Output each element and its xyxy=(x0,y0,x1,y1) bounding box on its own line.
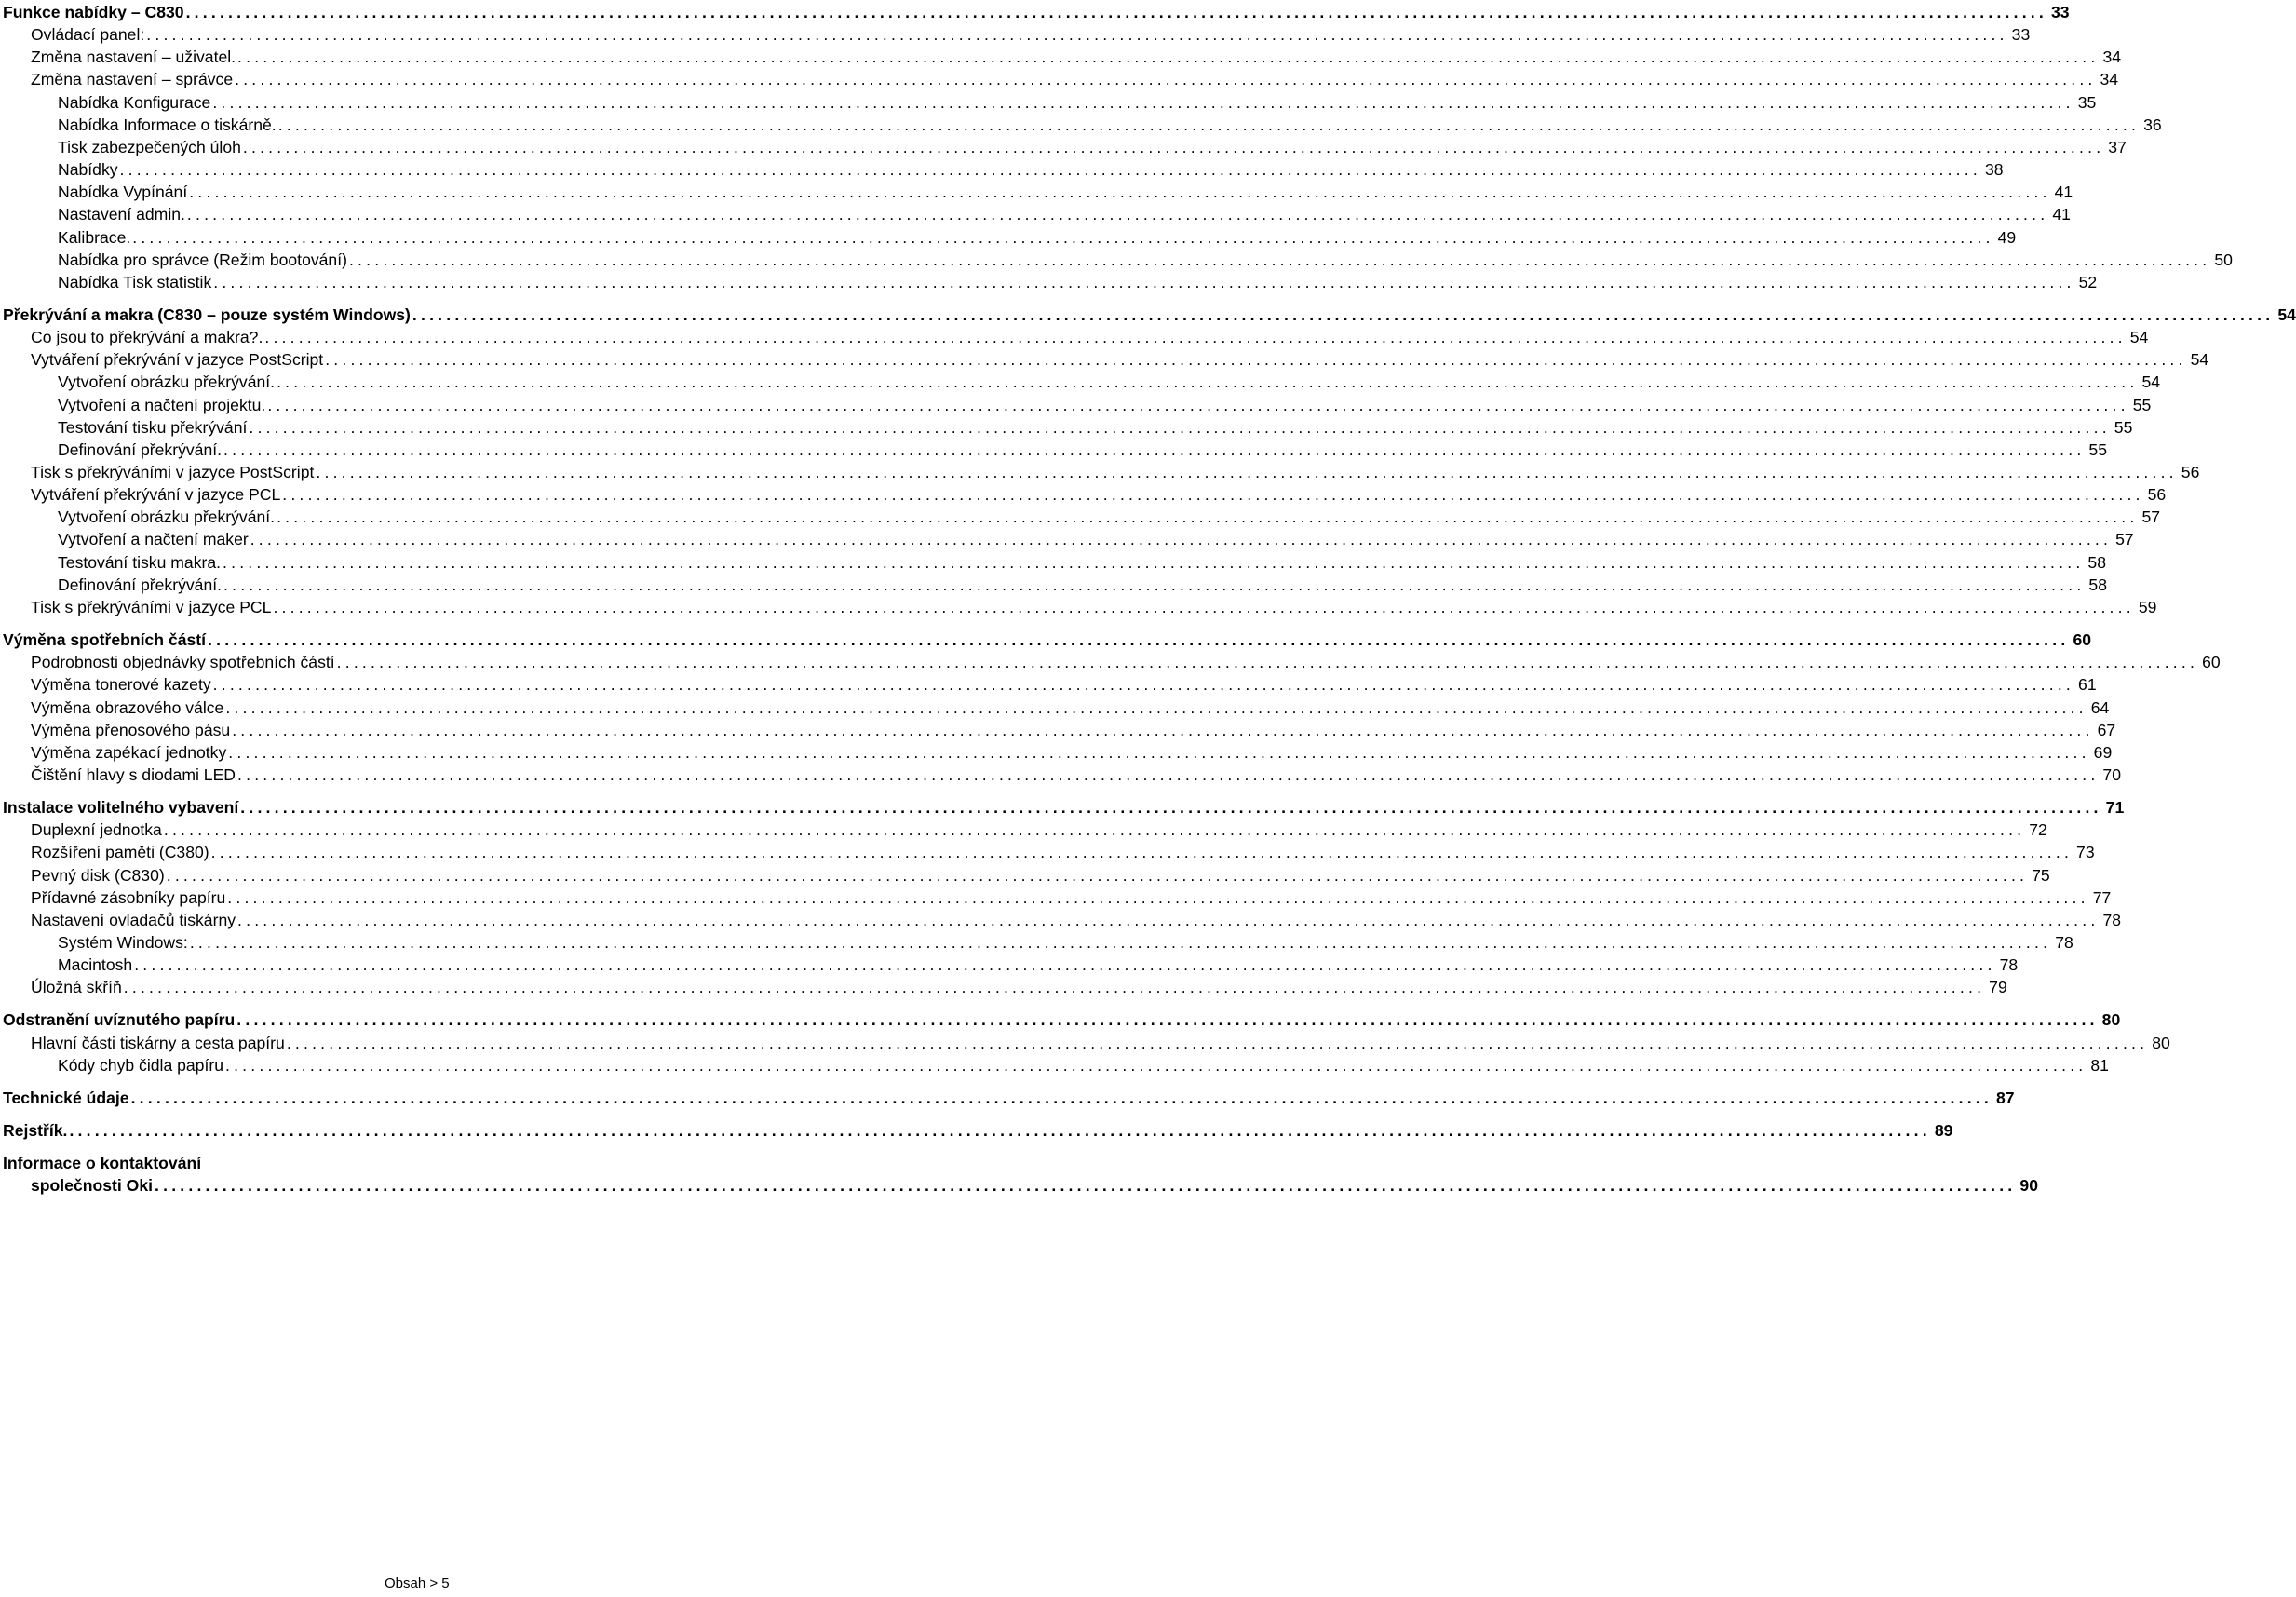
toc-entry[interactable] xyxy=(0,1084,2015,1108)
toc-leader-dots: ............................................................................................................................................................................................................................ xyxy=(208,630,2070,650)
toc-entry[interactable] xyxy=(0,368,2161,392)
toc-entry[interactable] xyxy=(0,503,2161,527)
toc-entry-page: 87 xyxy=(1992,1088,2015,1108)
toc-entry[interactable] xyxy=(0,838,2095,862)
toc-entry[interactable] xyxy=(0,178,2073,202)
toc-entry[interactable] xyxy=(0,0,2070,22)
toc-entry-page: 79 xyxy=(1985,977,2007,997)
toc-entry[interactable] xyxy=(0,694,2110,718)
toc-entry-page: 67 xyxy=(2094,720,2116,740)
toc-entry-title: Duplexní jednotka xyxy=(31,820,162,840)
toc-entry-title: Funkce nabídky – C830 xyxy=(3,3,184,21)
toc-leader-dots: ............................................................................................................................................................................................................................ xyxy=(119,160,1981,180)
toc-entry-page: 55 xyxy=(2111,417,2133,438)
toc-leader-dots: ............................................................................................................................................................................................................................ xyxy=(237,910,2100,929)
toc-entry-title: Nastavení ovladačů tiskárny xyxy=(31,910,236,929)
toc-entry[interactable] xyxy=(0,156,2004,180)
toc-leader-dots: ............................................................................................................................................................................................................................ xyxy=(134,955,1996,975)
toc-leader-dots: ............................................................................................................................................................................................................................ xyxy=(227,887,2089,907)
toc-leader-dots: ............................................................................................................................................................................................................................ xyxy=(348,250,2211,269)
toc-entry-title: Testování tisku překrývání xyxy=(58,417,248,437)
toc-entry-page: 55 xyxy=(2085,440,2107,460)
toc-leader-dots: ............................................................................................................................................................................................................................ xyxy=(69,1121,1931,1141)
toc-entry-title: Technické údaje xyxy=(3,1088,129,1107)
toc-entry[interactable] xyxy=(0,436,2107,460)
toc-leader-dots: ............................................................................................................................................................................................................................ xyxy=(130,1088,1992,1107)
toc-entry[interactable] xyxy=(0,1029,2170,1053)
toc-entry-title: Nabídka Konfigurace xyxy=(58,92,211,112)
toc-entry-page: 56 xyxy=(2178,462,2200,482)
toc-entry-page: 60 xyxy=(2069,629,2091,650)
toc-entry-page: 58 xyxy=(2085,575,2107,595)
toc-leader-dots: ............................................................................................................................................................................................................................ xyxy=(267,395,2129,414)
toc-entry-title: Výměna spotřebních částí xyxy=(3,630,207,650)
toc-entry-page: 80 xyxy=(2099,1009,2121,1030)
toc-entry-title: Tisk zabezpečených úloh xyxy=(58,137,241,156)
toc-entry-title: Rozšíření paměti (C380) xyxy=(31,843,209,862)
toc-entry-title: Nabídka Tisk statistik xyxy=(58,272,212,291)
toc-entry-page: 61 xyxy=(2074,674,2097,695)
toc-leader-dots: ............................................................................................................................................................................................................................ xyxy=(277,508,2139,527)
toc-entry[interactable] xyxy=(0,480,2167,505)
toc-leader-dots: ............................................................................................................................................................................................................................ xyxy=(235,70,2097,89)
toc-entry[interactable] xyxy=(0,626,2092,650)
toc-entry[interactable] xyxy=(0,223,2017,248)
toc-entry-title: Vytvoření obrázku překrývání. xyxy=(58,372,276,392)
toc-entry-title: Rejstřík. xyxy=(3,1121,68,1141)
toc-entry-title: Hlavní části tiskárny a cesta papíru xyxy=(31,1033,285,1052)
toc-entry-page: 55 xyxy=(2129,395,2152,415)
toc-leader-dots: ............................................................................................................................................................................................................................ xyxy=(132,227,1994,247)
toc-entry-title: Odstranění uvíznutého papíru xyxy=(3,1010,236,1030)
toc-entry-title: Vytváření překrývání v jazyce PCL xyxy=(31,485,281,505)
toc-leader-dots: ............................................................................................................................................................................................................................ xyxy=(123,978,1986,997)
toc-entry-page: 60 xyxy=(2198,652,2221,672)
toc-entry[interactable] xyxy=(0,593,2157,617)
toc-entry[interactable] xyxy=(0,301,2296,325)
toc-entry-page: 54 xyxy=(2127,327,2149,347)
toc-leader-dots: ............................................................................................................................................................................................................................ xyxy=(155,1176,2017,1196)
toc-entry-title: Výměna přenosového pásu xyxy=(31,720,231,739)
toc-entry-page: 41 xyxy=(2048,204,2071,224)
toc-entry-title: Změna nastavení – správce xyxy=(31,70,234,89)
toc-entry[interactable] xyxy=(0,65,2119,89)
toc-entry-page: 34 xyxy=(2099,47,2121,67)
toc-entry[interactable] xyxy=(0,928,2073,953)
toc-leader-dots: ............................................................................................................................................................................................................................ xyxy=(186,205,2049,224)
toc-entry-title: společnosti Oki xyxy=(31,1176,154,1196)
toc-leader-dots: ............................................................................................................................................................................................................................ xyxy=(237,47,2100,67)
toc-entry-title: Vytvoření a načtení maker xyxy=(58,530,249,549)
toc-leader-dots: ............................................................................................................................................................................................................................ xyxy=(277,372,2139,392)
toc-leader-dots: ............................................................................................................................................................................................................................ xyxy=(163,820,2026,840)
toc-entry-title: Kódy chyb čidla papíru xyxy=(58,1055,223,1075)
toc-entry-title: Podrobnosti objednávky spotřebních částí xyxy=(31,653,335,672)
toc-leader-dots: ............................................................................................................................................................................................................................ xyxy=(412,305,2275,324)
toc-leader-dots: ............................................................................................................................................................................................................................ xyxy=(286,1033,2149,1052)
toc-entry-page: 59 xyxy=(2135,597,2157,617)
toc-entry[interactable] xyxy=(0,246,2233,270)
toc-entry-page: 56 xyxy=(2144,484,2167,505)
toc-entry-page: 70 xyxy=(2099,765,2121,785)
toc-entry[interactable] xyxy=(0,413,2133,438)
toc-leader-dots: ............................................................................................................................................................................................................................ xyxy=(223,552,2085,572)
toc-leader-dots: ............................................................................................................................................................................................................................ xyxy=(240,798,2102,818)
toc-entry[interactable] xyxy=(0,525,2134,549)
toc-entry[interactable] xyxy=(0,951,2019,975)
toc-leader-dots: ............................................................................................................................................................................................................................ xyxy=(212,92,2074,112)
toc-leader-dots: ............................................................................................................................................................................................................................ xyxy=(223,440,2086,459)
toc-entry-page: 75 xyxy=(2028,865,2050,886)
toc-leader-dots: ............................................................................................................................................................................................................................ xyxy=(336,653,2199,672)
toc-leader-dots: ............................................................................................................................................................................................................................ xyxy=(250,530,2113,549)
toc-entry[interactable] xyxy=(0,861,2050,886)
toc-entry[interactable] xyxy=(0,716,2116,740)
toc-leader-dots: ............................................................................................................................................................................................................................ xyxy=(273,597,2135,616)
toc-entry-title: Výměna tonerové kazety xyxy=(31,675,211,695)
toc-entry-page: 69 xyxy=(2090,742,2113,763)
toc-entry-title: Definování překrývání. xyxy=(58,575,223,594)
toc-entry-title: Výměna obrazového válce xyxy=(31,697,224,717)
toc-entry[interactable] xyxy=(0,906,2122,930)
toc-entry-page: 34 xyxy=(2097,69,2119,89)
toc-entry-page: 54 xyxy=(2274,305,2296,325)
toc-leader-dots: ............................................................................................................................................................................................................................ xyxy=(237,765,2100,784)
toc-entry-title: Systém Windows: xyxy=(58,933,188,952)
toc-entry[interactable] xyxy=(0,268,2098,292)
toc-entry[interactable] xyxy=(0,345,2209,370)
toc-entry[interactable] xyxy=(0,458,2200,482)
toc-entry[interactable] xyxy=(0,88,2097,113)
toc-entry[interactable] xyxy=(0,1149,817,1173)
toc-entry-page: 81 xyxy=(2087,1055,2109,1076)
toc-entry[interactable] xyxy=(0,761,2121,785)
toc-entry-page: 64 xyxy=(2087,697,2110,718)
toc-entry-title: Vytvoření obrázku překrývání. xyxy=(58,508,276,527)
toc-leader-dots: ............................................................................................................................................................................................................................ xyxy=(210,843,2073,862)
toc-entry-title: Pevný disk (C830) xyxy=(31,865,165,885)
toc-entry-page: 80 xyxy=(2148,1033,2170,1053)
toc-entry-page: 54 xyxy=(2187,349,2209,370)
toc-entry-title: Překrývání a makra (C830 – pouze systém Windows) xyxy=(3,305,411,324)
toc-entry[interactable] xyxy=(0,391,2152,415)
toc-entry-page: 73 xyxy=(2073,842,2095,862)
toc-entry[interactable] xyxy=(0,548,2106,573)
toc-entry-page: 33 xyxy=(2008,24,2031,45)
toc-entry-title: Testování tisku makra. xyxy=(58,552,222,572)
toc-leader-dots: ............................................................................................................................................................................................................................ xyxy=(212,675,2075,695)
toc-leader-dots: ............................................................................................................................................................................................................................ xyxy=(264,328,2127,347)
toc-leader-dots: ............................................................................................................................................................................................................................ xyxy=(213,272,2075,291)
toc-entry[interactable] xyxy=(0,738,2113,763)
toc-entry[interactable] xyxy=(0,323,2149,347)
toc-entry[interactable] xyxy=(0,793,2125,818)
toc-entry-page: 78 xyxy=(2051,932,2073,953)
toc-leader-dots: ............................................................................................................................................................................................................................ xyxy=(242,137,2105,156)
toc-entry-title: Instalace volitelného vybavení xyxy=(3,798,239,818)
toc-entry-title: Nabídka pro správce (Režim bootování) xyxy=(58,250,347,269)
toc-entry-title: Nastavení admin. xyxy=(58,205,185,224)
toc-entry-page: 50 xyxy=(2210,250,2233,270)
toc-entry-title: Úložná skříň xyxy=(31,978,122,997)
toc-entry-page: 90 xyxy=(2016,1175,2038,1196)
toc-entry-title: Tisk s překrýváními v jazyce PostScript xyxy=(31,463,315,481)
toc-leader-dots: ............................................................................................................................................................................................................................ xyxy=(282,485,2144,505)
toc-entry-title: Nabídka Informace o tiskárně. xyxy=(58,115,277,134)
toc-entry[interactable] xyxy=(0,20,2031,45)
toc-entry-page: 78 xyxy=(1996,954,2019,975)
toc-leader-dots: ............................................................................................................................................................................................................................ xyxy=(189,933,2052,952)
toc-entry-page: 37 xyxy=(2104,137,2127,157)
toc-entry[interactable] xyxy=(0,1117,1953,1141)
toc-leader-dots: ............................................................................................................................................................................................................................ xyxy=(223,575,2086,594)
toc-entry[interactable] xyxy=(0,571,2107,595)
page-footer: Obsah > 5 xyxy=(385,1576,450,1591)
toc-entry-page: 49 xyxy=(1994,227,2017,248)
toc-entry-page: 35 xyxy=(2074,92,2097,113)
toc-entry-title: Nabídky xyxy=(58,160,118,180)
toc-leader-dots: ............................................................................................................................................................................................................................ xyxy=(236,1010,2099,1030)
toc-entry-page: 72 xyxy=(2025,819,2047,840)
toc-entry-title: Přídavné zásobníky papíru xyxy=(31,887,226,907)
toc-leader-dots: ............................................................................................................................................................................................................................ xyxy=(146,25,2008,45)
toc-entry-page: 58 xyxy=(2084,552,2106,573)
toc-entry[interactable] xyxy=(0,1006,2121,1030)
toc-entry-title: Výměna zapékací jednotky xyxy=(31,742,227,762)
toc-entry[interactable] xyxy=(0,133,2127,157)
toc-entry[interactable] xyxy=(0,884,2112,908)
toc-entry-page: 71 xyxy=(2102,797,2125,818)
toc-leader-dots: ............................................................................................................................................................................................................................ xyxy=(225,697,2087,717)
toc-entry[interactable] xyxy=(0,648,2221,672)
toc-leader-dots: ............................................................................................................................................................................................................................ xyxy=(228,742,2090,762)
toc-entry-page: 77 xyxy=(2089,887,2112,908)
toc-entry-title: Vytváření překrývání v jazyce PostScript xyxy=(31,350,324,370)
toc-entry-title: Co jsou to překrývání a makra?. xyxy=(31,328,263,347)
toc-entry[interactable] xyxy=(0,670,2097,695)
toc-entry-title: Změna nastavení – uživatel. xyxy=(31,47,236,67)
toc-entry[interactable] xyxy=(0,200,2071,224)
toc-entry-title: Informace o kontaktování xyxy=(3,1154,202,1173)
toc-entry-page: 36 xyxy=(2140,115,2162,135)
toc-entry[interactable] xyxy=(0,973,2007,997)
toc-entry[interactable] xyxy=(0,111,2162,135)
toc-entry-page: 57 xyxy=(2138,507,2160,527)
toc-entry-title: Definování překrývání. xyxy=(58,440,223,459)
toc-entry-title: Vytvoření a načtení projektu. xyxy=(58,395,266,414)
toc-leader-dots: ............................................................................................................................................................................................................................ xyxy=(316,463,2178,481)
toc-entry-page: 52 xyxy=(2075,272,2098,292)
toc-entry-page: 78 xyxy=(2099,910,2121,930)
toc-leader-dots: ............................................................................................................................................................................................................................ xyxy=(249,417,2111,437)
toc-entry-title: Nabídka Vypínání xyxy=(58,183,188,202)
toc-entry[interactable] xyxy=(0,1051,2109,1076)
toc-leader-dots: ............................................................................................................................................................................................................................ xyxy=(325,350,2187,370)
toc-leader-dots: ............................................................................................................................................................................................................................ xyxy=(225,1055,2087,1075)
toc-entry[interactable] xyxy=(0,816,2047,840)
toc-entry-page: 41 xyxy=(2051,182,2073,202)
toc-entry-page: 54 xyxy=(2138,372,2160,392)
toc-leader-dots: ............................................................................................................................................................................................................................ xyxy=(232,720,2094,739)
toc-leader-dots: ............................................................................................................................................................................................................................ xyxy=(277,115,2141,134)
toc-entry[interactable] xyxy=(0,1171,2038,1196)
toc-entry-page: 33 xyxy=(2047,2,2070,22)
toc-entry-page: 38 xyxy=(1981,159,2004,180)
toc-leader-dots: ............................................................................................................................................................................................................................ xyxy=(166,865,2029,885)
toc-entry-title: Čištění hlavy s diodami LED xyxy=(31,765,236,784)
toc-entry-page: 89 xyxy=(1931,1120,1953,1141)
toc-leader-dots: ............................................................................................................................................................................................................................ xyxy=(189,183,2051,202)
toc-entry-title: Ovládací panel: xyxy=(31,25,145,45)
toc-entry[interactable] xyxy=(0,43,2122,67)
toc-entry-title: Macintosh xyxy=(58,955,133,975)
toc-leader-dots: ............................................................................................................................................................................................................................ xyxy=(185,3,2047,21)
toc-entry-page: 57 xyxy=(2112,529,2134,549)
toc-entry-title: Kalibrace. xyxy=(58,227,131,247)
toc-entry-title: Tisk s překrýváními v jazyce PCL xyxy=(31,597,272,616)
